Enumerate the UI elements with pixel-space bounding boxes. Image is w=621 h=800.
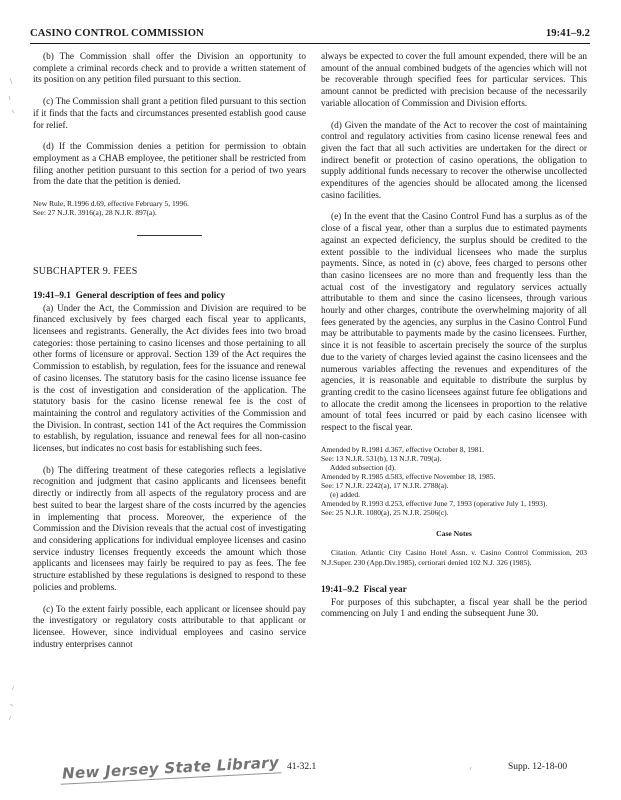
paragraph-c: (c) To the extent fairly possible, each applicant or licensee should pay the investigatory or regulatory costs attributable to that applicant or licensee. However, since individual employees and casino service industry enterprises cannot (33, 604, 306, 650)
paragraph-d: (d) Given the mandate of the Act to recover the cost of maintaining control and regulatory activities from casino license renewal fees and given the fact that all such activities are undertaken for the direct or indirect benefit or protection of casino operations, the obligation to supply additional funds necessary to recover the otherwise uncollected expenditures of the agencies should be allocated among the licensed casino facilities. (321, 120, 587, 201)
history-line: (e) added. (330, 490, 360, 500)
header-title: CASINO CONTROL COMMISSION (30, 28, 204, 39)
case-citation: Citation. Atlantic City Casino Hotel Assn. v. Casino Control Commission, 203 N.J.Super. 230 (App.Div.1985), certiorari denied 102 N.J. 326 (1985). (321, 548, 587, 567)
case-notes-heading: Case Notes (436, 528, 472, 538)
right-column (321, 52, 587, 631)
paragraph-e: (e) In the event that the Casino Control Fund has a surplus as of the close of a fiscal year, other than a surplus due to estimated payments against an expected deficiency, the surplus should be credited to the extent possible to the individual licensees who made the surplus payments. Since, as noted in (c) above, fees charged to persons other than casino licensees are no more than and frequently less than the actual cost of the investigatory and regulatory services actually attributable to them and since the casino licensees, through various hourly and other charges, contribute the overwhelming majority of all fees generated by the agencies, any surplus in the Casino Control Fund may be attributable to payments made by the casino licensees. Further, since it is not feasible to ascertain precisely the source of the surplus due to the variety of charges levied against the casino licensees and the numerous variables affecting the revenues and expenditures of the agencies, it is reasonable and equitable to distribute the surplus by granting credit to the casino licensees against future fee obligations and to allocate the credit among the licensees in proportion to the relative amount of total fees incurred or paid by each casino licensee with respect to the fiscal year. (321, 212, 587, 434)
history-line: See: 25 N.J.R. 1080(a), 25 N.J.R. 2506(c). (321, 508, 449, 518)
section-title: Fiscal year (363, 584, 407, 595)
paragraph-fiscal-year: For purposes of this subchapter, a fiscal year shall be the period commencing on July 1 and ending the subsequent June 30. (321, 597, 587, 620)
scan-speck (470, 767, 471, 770)
divider-rule (137, 235, 202, 236)
history-note (33, 199, 306, 217)
paragraph-a: (a) Under the Act, the Commission and Division are required to be financed exclusively by fees charged each fiscal year to applicants, licensees and registrants. Generally, the Act divides fees into two broad categories: those pertaining to casino licenses and those pertaining to all other forms of licensure or approval. Section 139 of the Act requires the Commission to establish, by regulation, fees for the issuance and renewal of casino licenses. The statutory basis for the casino license issuance fee is the cost of investigation and consideration of the application. The statutory basis for the casino license renewal fee is the cost of maintaining the control and regulatory activities of the Commission and the Division. In contrast, section 141 of the Act requires the Commission to establish, by regulation, issuance and renewal fees for all non-casino licenses, but indicates no cost basis for establishing such fees. (33, 303, 306, 455)
paragraph-c-prior-section: (c) The Commission shall grant a petition filed pursuant to this section if it finds that the facts and circumstances presented establish good cause for relief. (33, 97, 306, 131)
history-line: See: 27 N.J.R. 3916(a), 28 N.J.R. 897(a). (33, 208, 157, 218)
section-heading (321, 585, 587, 597)
scan-speck (9, 78, 14, 113)
history-line: See: 13 N.J.R. 531(b), 13 N.J.R. 709(a). (321, 453, 442, 463)
section-number: 19:41–9.2 (321, 584, 359, 595)
scan-speck (9, 686, 14, 720)
page-number: 41-32.1 (287, 762, 317, 772)
left-column (33, 52, 306, 661)
paragraph-c-continued: always be expected to cover the full amount expended, there will be an amount of the annual combined budgets of the agencies which will not be recoverable through specified fees for particular services. This amount cannot be predicted with precision because of the necessarily variable allocation of Commission and Division efforts. (321, 52, 587, 109)
library-stamp (60, 753, 282, 783)
stamp-text: New Jersey State Library (60, 753, 282, 785)
section-number: 19:41–9.1 (33, 290, 71, 301)
amendment-history (321, 445, 587, 518)
history-line: Amended by R.1993 d.253, effective June 7, 1993 (operative July 1, 1993). (321, 499, 548, 509)
paragraph-d-prior-section: (d) If the Commission denies a petition for permission to obtain employment as a CHAB employee, the petitioner shall be restricted from filing another petition pursuant to this section for a period of two years from the date that the petition is denied. (33, 142, 306, 188)
supplement-date: Supp. 12-18-00 (508, 762, 568, 772)
history-line: See: 17 N.J.R. 2242(a), 17 N.J.R. 2788(a). (321, 481, 449, 491)
history-line: Amended by R.1981 d.367, effective October 8, 1981. (321, 444, 485, 454)
subchapter-heading: SUBCHAPTER 9. FEES (33, 266, 138, 278)
history-line: Added subsection (d). (330, 462, 397, 472)
section-heading (33, 291, 306, 303)
paragraph-b-prior-section: (b) The Commission shall offer the Division an opportunity to complete a criminal records check and to provide a written statement of its position on any petition filed pursuant to this section. (33, 52, 306, 86)
header-section-number: 19:41–9.2 (545, 28, 590, 39)
history-line: Amended by R.1985 d.583, effective November 18, 1985. (321, 472, 496, 482)
running-header (30, 26, 590, 44)
section-title: General description of fees and policy (75, 290, 226, 301)
paragraph-b: (b) The differing treatment of these categories reflects a legislative recognition and judgment that casino applicants and licensees benefit directly or indirectly from all aspects of the regulatory process and are best suited to bear the largest share of the costs incurred by the agencies in implementing that process. Moreover, the experience of the Commission and the Division reveals that the actual cost of investigating and considering applications for individual employee licenses and casino service industry licenses frequently exceeds the amount which those applicants and licensees may fairly be required to pay as fees. The fee structure established by these regulations is designed to respond to these policies and problems. (33, 465, 306, 593)
history-line: New Rule, R.1996 d.69, effective February 5, 1996. (33, 199, 189, 209)
